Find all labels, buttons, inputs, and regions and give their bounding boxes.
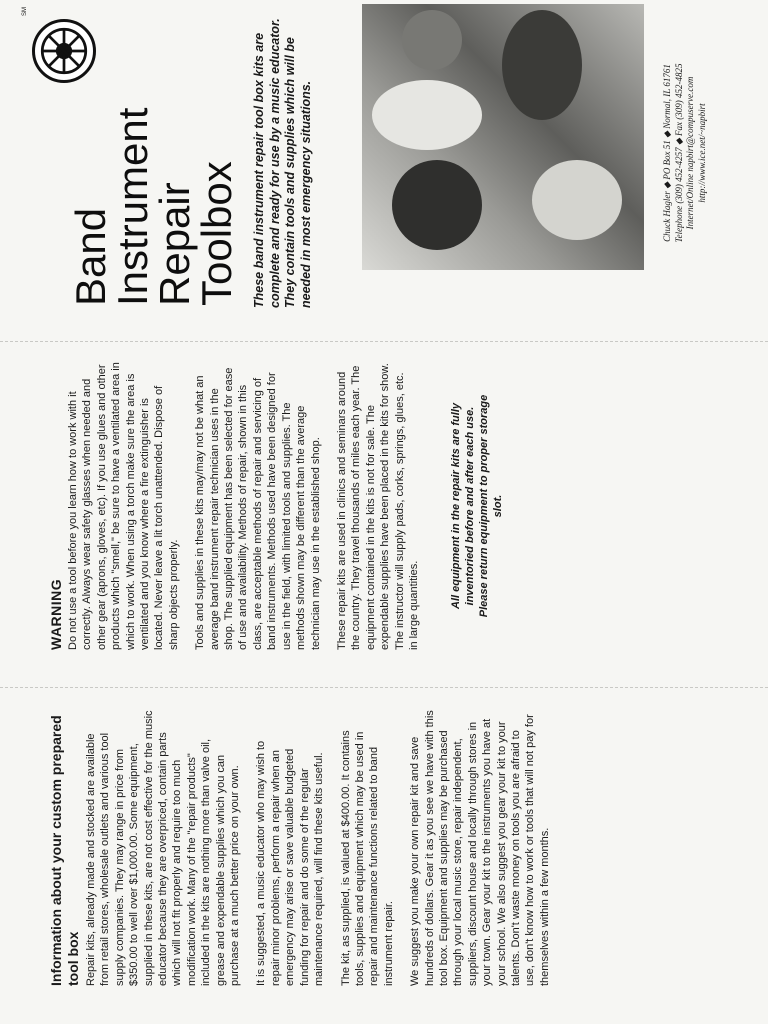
inventory-note: All equipment in the repair kits are fully inventoried before and after each use. Please return equipment to proper storage slot. <box>450 394 505 618</box>
info-heading: Information about your custom prepared tool box <box>48 715 81 986</box>
clinics-paragraph: These repair kits are used in clinics and seminars around the country. They travel thousands of miles each year. The equipment contained in the kits is not for sale. The expendable supplies have been placed in the kits for show. The instructor will supply pads, corks, springs, glues, etc. in large quantities. <box>335 363 420 650</box>
warning-paragraph: Do not use a tool before you learn how to work with it correctly. Always wear safety glasses when needed and other gear (aprons, gloves, etc). If you use glues and other products which "smell," be sure to have a ventilated area in which to work. When using a torch make sure the area is ventilated and you know where a fire extinguisher is located. Never leave a lit torch unattended. Dispose of sharp objects properly. <box>67 362 180 650</box>
info-paragraph: The kit, as supplied, is valued at $400.00. It contains tools, supplies and equipment which may be used in repair and maintenance functions related to band instrument repair. <box>339 730 395 986</box>
info-paragraph: We suggest you make your own repair kit and save hundreds of dollars. Gear it as you see we have with this tool box. Equipment and supplies may be purchased through your local music store, repair independent, suppliers, discount house and locally through stores in your town. Gear your kit to the instruments you have at your school. We also suggest you gear your kit to your talents. Don't waste money on tools you are afraid to use, don't know how to work or tools that will not pay for themselves within a few months. <box>409 710 551 986</box>
methods-paragraph: Tools and supplies in these kits may/may not be what an average band instrument repair technician uses in the shop. The supplied equipment has been selected for ease of use and availability. Methods of repair, shown in this class, are acceptable methods of repair and servicing of band instruments. Methods used have been designed for use in the field, with limited tools and supplies. The methods shown may be different than the average technician may use in the established shop. <box>194 367 322 650</box>
repair-class-photo <box>362 4 644 270</box>
cover-title-line: Toolbox <box>193 161 240 306</box>
warning-panel <box>0 348 768 684</box>
contact-line: Internet/Online napbirt@compuserve.com <box>685 76 695 230</box>
napbirt-logo-icon <box>32 19 96 83</box>
cover-tagline: These band instrument repair tool box kits are complete and ready for use by a music educator. They contain tools and supplies which will be needed in most emergency situations. <box>252 18 313 308</box>
cover-title <box>67 107 240 306</box>
service-mark: SM <box>22 7 28 16</box>
contact-info <box>662 8 708 298</box>
cover-title-line: Instrument <box>109 107 156 306</box>
fold-line <box>0 340 768 342</box>
cover-title-line: Band <box>67 207 114 306</box>
info-paragraph: It is suggested, a music educator who may wish to repair minor problems, perform a repair when an emergency may arise or save valuable budgeted funding for repair and do some of the regular maintenance required, will find these kits useful. <box>255 740 326 986</box>
warning-title: WARNING <box>48 578 64 650</box>
contact-line: http://www.ice.net/~napbirt <box>696 103 707 203</box>
contact-line: Telephone (309) 452-4257 ◆ Fax (309) 452-4825 <box>673 63 684 243</box>
contact-line: Chuck Hagler ◆ PO Box 51 ◆ Normal, IL 61761 <box>662 64 672 242</box>
fold-line <box>0 686 768 688</box>
info-panel <box>0 694 768 1024</box>
info-paragraph: Repair kits, already made and stocked are available from retail stores, wholesale outlets and various tool supply companies. They may range in price from $350.00 to well over $1,000.00. Some equipment, supplied in these kits, are not cost effective for the music educator because they are overpriced, contain parts which will not fit properly and require too much modification work. Many of the "repair products" included in the kits are nothing more than valve oil, grease and expendable supplies which you can purchase at a much better price on your own. <box>85 710 242 986</box>
cover-title-line: Repair <box>151 182 198 306</box>
logo-wheel-icon <box>35 22 93 80</box>
cover-panel <box>0 0 768 338</box>
